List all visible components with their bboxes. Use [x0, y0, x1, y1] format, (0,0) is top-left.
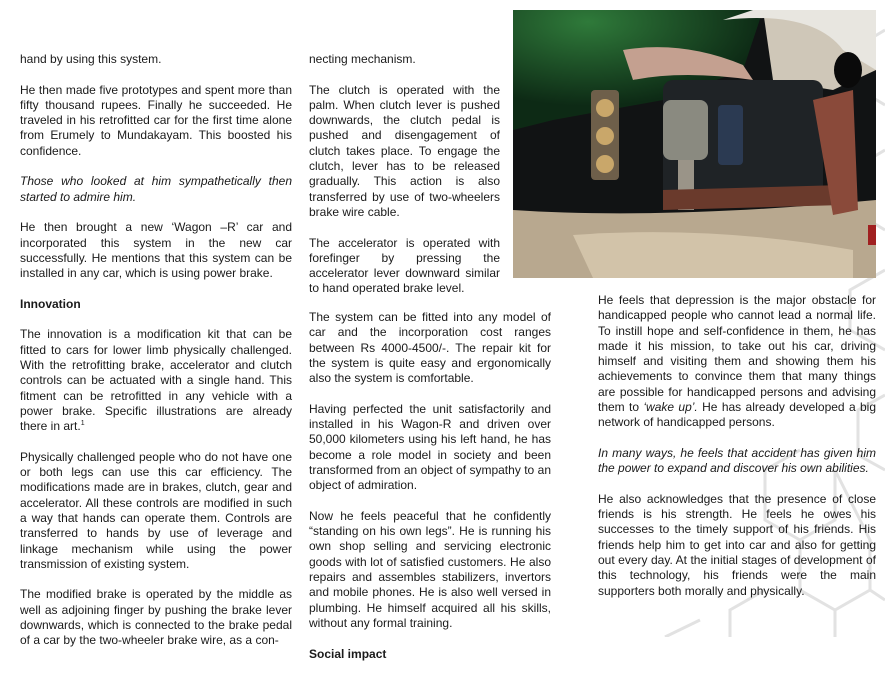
- paragraph: Now he feels peaceful that he confidently “standing on his own legs”. He is running his own shop selling and servicing electronic goods with lot of satisfied customers. He also repairs and assembles stabilizers, invertors and mobile phones. He is also well versed in plumbing. He himself acquired all his skills, without any formal training.: [309, 508, 551, 630]
- column-3: [598, 293, 876, 614]
- paragraph: The modified brake is operated by the middle as well as adjoining finger by pushing the brake lever downwards, which is connected to the brake pedal of a car by the two-wheeler brake wire, as a con-: [20, 587, 292, 648]
- paragraph: Physically challenged people who do not have one or both legs can use this car efficiency. The modifications made are in brakes, clutch, gear and accelerator. All these controls are modified in such a way that hands can operate them. Controls are transferred to hands by use of leverage and linkage mechanism while using the power transmission of existing system.: [20, 449, 292, 571]
- paragraph: hand by using this system.: [20, 52, 162, 66]
- column-2-upper: [309, 52, 500, 312]
- paragraph: [598, 293, 876, 431]
- italic-quote: In many ways, he feels that accident has given him the power to expand and discover his own abilities.: [598, 445, 876, 476]
- paragraph: The accelerator is operated with forefinger by pressing the accelerator lever downward similar to hand operated brake level.: [309, 235, 500, 296]
- paragraph-text: He has already developed a big network of handicapped persons.: [598, 400, 876, 430]
- italic-quote: Those who looked at him sympathetically then started to admire him.: [20, 174, 292, 204]
- paragraph: The clutch is operated with the palm. When clutch lever is pushed downwards, the clutch pedal is pushed and disengagement of clutch takes place. To engage the clutch, lever has to be released gradually. This action is also transferred by use of two-wheelers brake wire cable.: [309, 82, 500, 219]
- photo-hand-control-device: [513, 10, 876, 278]
- paragraph: He then made five prototypes and spent more than fifty thousand rupees. Finally he succeeded. He traveled in his retrofitted car for the first time alone from Erumely to Mundakayam. This boosted his confidence.: [20, 82, 292, 158]
- footnote-ref[interactable]: 1: [80, 420, 85, 428]
- paragraph-text: He feels that depression is the major obstacle for handicapped people who cannot lead a normal life. To instill hope and self-confidence in them, he has made it his mission, to take out his car, driving himself and visiting them and showing them his achievements to convince them that many things are possible for handicapped persons and advising them to: [598, 293, 876, 415]
- paragraph: necting mechanism.: [309, 52, 416, 66]
- paragraph: He then brought a new ‘Wagon –R’ car and incorporated this system in the new car successfully. He mentions that this system can be installed in any car, which is using power brake.: [20, 220, 292, 281]
- column-2-lower: [309, 310, 551, 677]
- heading-innovation: Innovation: [20, 296, 81, 311]
- italic-phrase: ‘wake up’.: [643, 400, 698, 415]
- paragraph: Having perfected the unit satisfactorily and installed in his Wagon-R and driven over 50,000 kilometers using his left hand, he has become a role model in society and been transformed from an object of sympathy to an object of admiration.: [309, 401, 551, 493]
- heading-social-impact: Social impact: [309, 646, 387, 661]
- paragraph: [20, 327, 292, 434]
- paragraph-text: The innovation is a modification kit that can be fitted to cars for lower limb physically challenged. With the retrofitting brake, accelerator and clutch controls can be actuated with a single hand. This fitment can be retrofitted in any vehicle with a power brake. Specific illustrations are already there in art.: [20, 327, 292, 434]
- paragraph: The system can be fitted into any model of car and the incorporation cost ranges between Rs 4000-4500/-. The repair kit for the system is quite easy and ergonomically also the system is comfortable.: [309, 310, 551, 386]
- paragraph: He also acknowledges that the presence of close friends is his strength. He feels he owes his successes to the timely support of his friends. His friends help him to get into car and also for getting out every day. At the initial stages of development of this technology, his friends were the main supporters both morally and physically.: [598, 491, 876, 598]
- column-1: [20, 52, 292, 664]
